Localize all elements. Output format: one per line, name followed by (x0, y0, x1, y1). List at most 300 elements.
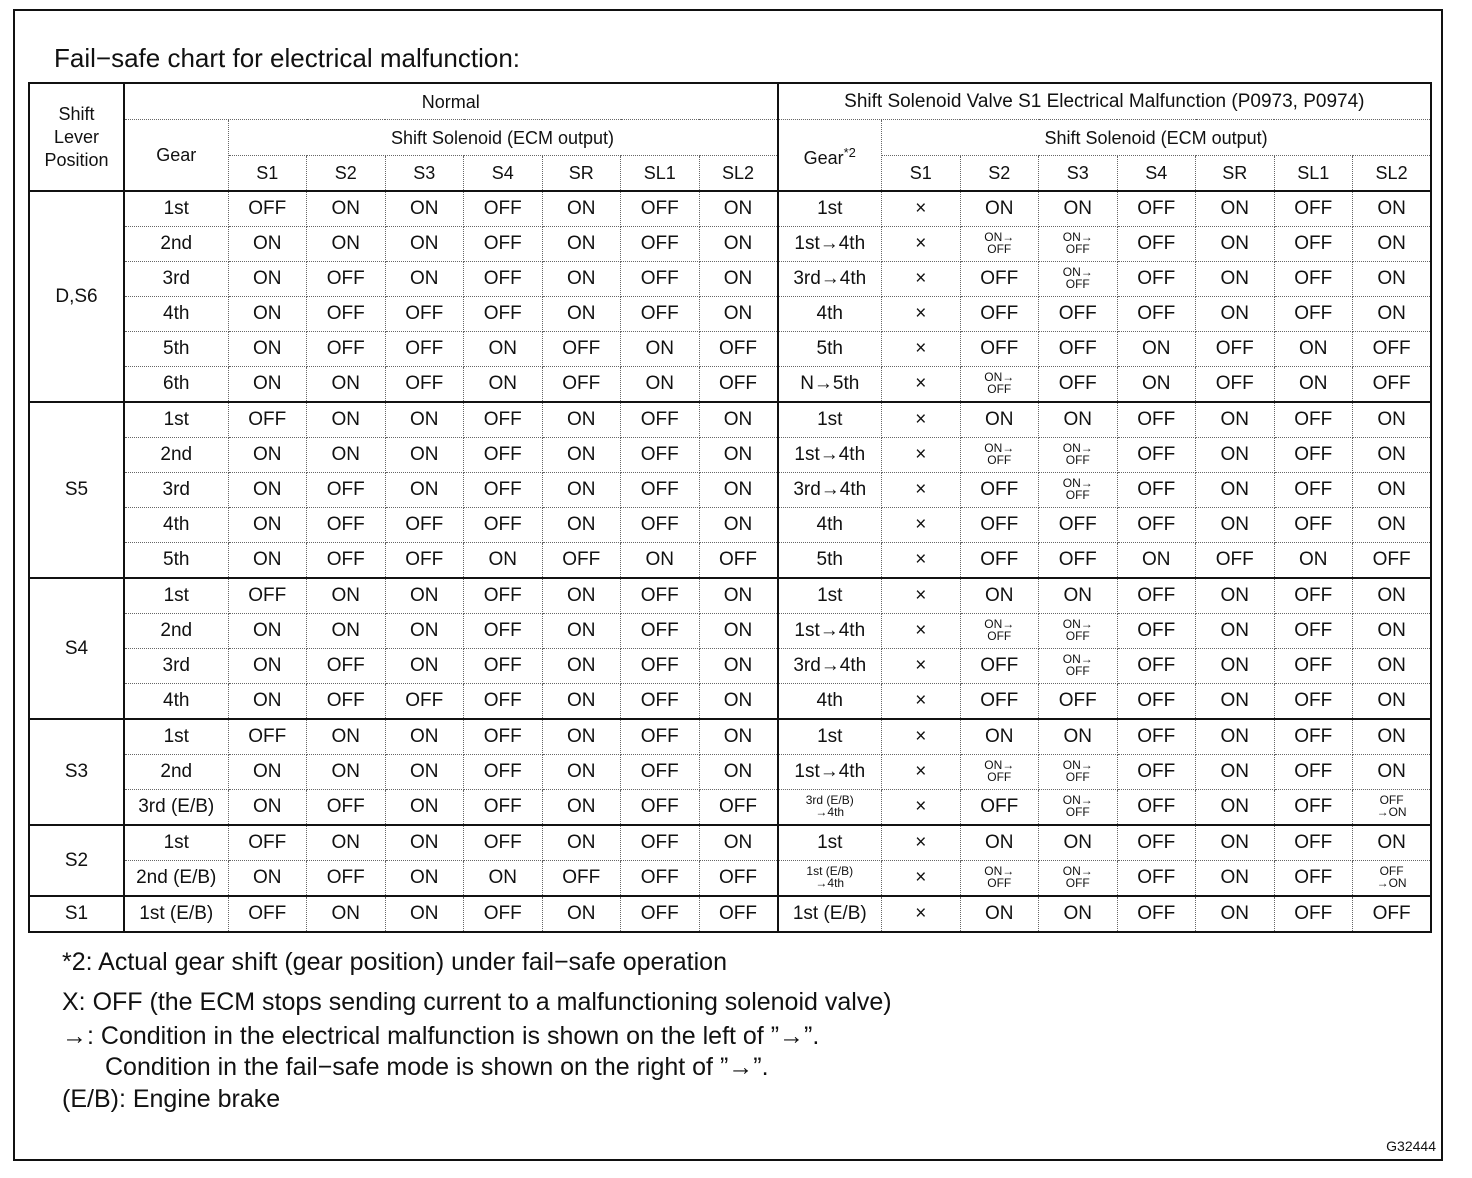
normal-solenoid-cell: ON (542, 825, 621, 861)
normal-solenoid-cell: ON (385, 649, 464, 684)
normal-solenoid-header-s2: S2 (307, 156, 386, 192)
normal-solenoid-cell: ON (385, 755, 464, 790)
shift-position-cell: S2 (29, 825, 124, 896)
fs-solenoid-cell: OFF (1039, 684, 1118, 720)
chart-title: Fail−safe chart for electrical malfunction: (54, 43, 521, 73)
table-row (29, 649, 1431, 684)
table-row (29, 191, 1431, 227)
fs-gear-cell: 3rd (E/B) →4th (778, 790, 882, 826)
fs-solenoid-cell: OFF (1274, 684, 1353, 720)
normal-solenoid-cell: ON (699, 508, 778, 543)
fs-solenoid-cell: ON (1196, 614, 1275, 649)
normal-solenoid-cell: ON (699, 262, 778, 297)
normal-solenoid-cell: OFF (385, 332, 464, 367)
normal-solenoid-cell: ON (542, 684, 621, 720)
fs-off-mark-cell: × (882, 790, 961, 826)
fs-off-mark-cell: × (882, 543, 961, 579)
normal-solenoid-cell: ON (228, 861, 307, 897)
fs-solenoid-cell: OFF (1274, 191, 1353, 227)
normal-solenoid-header-s4: S4 (464, 156, 543, 192)
fs-solenoid-cell: ON→ OFF (1039, 861, 1118, 897)
normal-solenoid-header-s1: S1 (228, 156, 307, 192)
fs-solenoid-cell: OFF (960, 684, 1039, 720)
fs-off-mark-cell: × (882, 578, 961, 614)
gear-cell: 2nd (124, 438, 228, 473)
normal-solenoid-cell: ON (385, 896, 464, 932)
normal-solenoid-cell: OFF (621, 227, 700, 262)
fs-solenoid-cell: OFF (960, 543, 1039, 579)
normal-solenoid-cell: OFF (621, 719, 700, 755)
fs-off-mark-cell: × (882, 861, 961, 897)
table-row (29, 825, 1431, 861)
normal-solenoid-cell: ON (699, 614, 778, 649)
fs-off-mark-cell: × (882, 402, 961, 438)
normal-solenoid-cell: OFF (464, 896, 543, 932)
fs-solenoid-cell: OFF (1274, 297, 1353, 332)
gear-cell: 3rd (124, 649, 228, 684)
gear-cell: 1st (124, 825, 228, 861)
normal-solenoid-cell: ON (228, 508, 307, 543)
table-row (29, 473, 1431, 508)
normal-solenoid-cell: ON (542, 438, 621, 473)
fs-gear-cell: 3rd→4th (778, 649, 882, 684)
fs-gear-cell: 3rd→4th (778, 473, 882, 508)
fs-solenoid-cell: ON→ OFF (1039, 790, 1118, 826)
normal-solenoid-cell: ON (699, 191, 778, 227)
normal-solenoid-cell: OFF (228, 896, 307, 932)
fs-solenoid-cell: OFF (1274, 262, 1353, 297)
fs-solenoid-cell: OFF (1117, 790, 1196, 826)
fs-solenoid-cell: ON (1196, 297, 1275, 332)
fs-solenoid-cell: ON (1039, 719, 1118, 755)
fs-off-mark-cell: × (882, 719, 961, 755)
table-row (29, 402, 1431, 438)
normal-solenoid-cell: OFF (621, 825, 700, 861)
fs-solenoid-cell: ON (960, 191, 1039, 227)
fs-off-mark-cell: × (882, 614, 961, 649)
fs-solenoid-cell: ON (960, 578, 1039, 614)
normal-solenoid-cell: OFF (385, 297, 464, 332)
normal-solenoid-cell: ON (228, 790, 307, 826)
fs-gear-cell: 1st (E/B) (778, 896, 882, 932)
fs-solenoid-cell: OFF (1117, 508, 1196, 543)
fs-solenoid-cell: ON (1353, 825, 1432, 861)
gear-cell: 5th (124, 332, 228, 367)
fs-solenoid-cell: OFF (1039, 297, 1118, 332)
fs-solenoid-cell: OFF (960, 508, 1039, 543)
normal-solenoid-cell: ON (307, 438, 386, 473)
fail-safe-table (28, 82, 1432, 933)
normal-solenoid-cell: ON (699, 297, 778, 332)
fs-solenoid-cell: ON (960, 719, 1039, 755)
note-x-off: X: OFF (the ECM stops sending current to a malfunctioning solenoid valve) (62, 988, 892, 1016)
gear-cell: 6th (124, 367, 228, 403)
normal-solenoid-cell: OFF (307, 262, 386, 297)
normal-solenoid-cell: ON (464, 367, 543, 403)
normal-solenoid-cell: ON (699, 755, 778, 790)
fs-solenoid-cell: ON→ OFF (960, 367, 1039, 403)
gear-cell: 4th (124, 684, 228, 720)
fs-solenoid-cell: ON (1196, 825, 1275, 861)
normal-solenoid-cell: OFF (385, 543, 464, 579)
fs-solenoid-cell: OFF →ON (1353, 861, 1432, 897)
gear-cell: 1st (124, 578, 228, 614)
fs-off-mark-cell: × (882, 191, 961, 227)
shift-solenoid-fs-header: Shift Solenoid (ECM output) (882, 120, 1432, 156)
fs-solenoid-cell: OFF (960, 473, 1039, 508)
fs-solenoid-cell: OFF (1196, 543, 1275, 579)
fs-solenoid-cell: ON (1196, 191, 1275, 227)
fs-off-mark-cell: × (882, 825, 961, 861)
normal-solenoid-cell: ON (542, 191, 621, 227)
fs-solenoid-cell: OFF (1117, 297, 1196, 332)
fs-solenoid-cell: ON (1196, 578, 1275, 614)
fs-solenoid-cell: ON (1353, 262, 1432, 297)
gear-cell: 2nd (E/B) (124, 861, 228, 897)
fs-solenoid-cell: OFF (1117, 191, 1196, 227)
fs-solenoid-cell: OFF (1117, 262, 1196, 297)
fs-solenoid-cell: ON (1353, 402, 1432, 438)
gear-cell: 3rd (124, 473, 228, 508)
figure-code: G32444 (1386, 1138, 1436, 1154)
fs-solenoid-cell: OFF (1353, 332, 1432, 367)
normal-solenoid-cell: OFF (385, 684, 464, 720)
normal-solenoid-header-sl1: SL1 (621, 156, 700, 192)
normal-solenoid-cell: OFF (621, 191, 700, 227)
normal-solenoid-cell: ON (228, 297, 307, 332)
normal-solenoid-cell: OFF (542, 367, 621, 403)
normal-solenoid-cell: OFF (621, 297, 700, 332)
table-row (29, 719, 1431, 755)
normal-solenoid-header-sr: SR (542, 156, 621, 192)
table-row (29, 297, 1431, 332)
normal-solenoid-cell: OFF (228, 191, 307, 227)
fs-solenoid-cell: OFF (1117, 825, 1196, 861)
fs-off-mark-cell: × (882, 297, 961, 332)
fs-gear-cell: 1st→4th (778, 614, 882, 649)
fs-off-mark-cell: × (882, 262, 961, 297)
normal-solenoid-cell: OFF (307, 508, 386, 543)
fs-solenoid-cell: OFF (1274, 861, 1353, 897)
normal-solenoid-cell: ON (307, 578, 386, 614)
fs-solenoid-cell: ON (1196, 227, 1275, 262)
normal-solenoid-cell: ON (621, 543, 700, 579)
normal-solenoid-cell: OFF (228, 402, 307, 438)
fs-solenoid-cell: ON→ OFF (960, 438, 1039, 473)
fs-solenoid-cell: ON (1196, 508, 1275, 543)
normal-solenoid-cell: OFF (699, 543, 778, 579)
normal-solenoid-cell: OFF (464, 438, 543, 473)
normal-solenoid-cell: ON (228, 473, 307, 508)
fs-off-mark-cell: × (882, 438, 961, 473)
fs-solenoid-cell: OFF (1117, 402, 1196, 438)
normal-solenoid-cell: ON (228, 755, 307, 790)
normal-solenoid-cell: ON (307, 402, 386, 438)
normal-solenoid-cell: ON (385, 227, 464, 262)
normal-solenoid-cell: OFF (621, 614, 700, 649)
fs-off-mark-cell: × (882, 684, 961, 720)
normal-solenoid-cell: ON (542, 649, 621, 684)
fs-gear-cell: N→5th (778, 367, 882, 403)
normal-solenoid-cell: ON (542, 896, 621, 932)
fs-solenoid-cell: ON (1353, 227, 1432, 262)
fs-gear-cell: 1st (778, 578, 882, 614)
fs-solenoid-cell: ON (960, 402, 1039, 438)
normal-solenoid-cell: ON (621, 367, 700, 403)
fs-solenoid-cell: ON→ OFF (960, 861, 1039, 897)
normal-solenoid-cell: OFF (307, 473, 386, 508)
gear-cell: 2nd (124, 227, 228, 262)
fs-solenoid-cell: OFF (1274, 896, 1353, 932)
malfunction-header: Shift Solenoid Valve S1 Electrical Malfunction (P0973, P0974) (778, 83, 1432, 120)
normal-solenoid-cell: OFF (464, 227, 543, 262)
fs-solenoid-cell: OFF (1117, 473, 1196, 508)
fs-gear-cell: 1st→4th (778, 438, 882, 473)
normal-solenoid-cell: ON (307, 367, 386, 403)
fs-solenoid-cell: ON (1353, 719, 1432, 755)
fs-off-mark-cell: × (882, 332, 961, 367)
fs-gear-cell: 1st→4th (778, 755, 882, 790)
fs-solenoid-cell: OFF (1117, 719, 1196, 755)
normal-solenoid-cell: ON (464, 861, 543, 897)
fs-solenoid-cell: ON (1196, 649, 1275, 684)
fs-solenoid-cell: OFF (1274, 825, 1353, 861)
note-gear-shift: *2: Actual gear shift (gear position) under fail−safe operation (62, 948, 727, 976)
fs-gear-cell: 1st→4th (778, 227, 882, 262)
fs-solenoid-cell: ON→ OFF (960, 227, 1039, 262)
normal-solenoid-cell: ON (307, 825, 386, 861)
normal-solenoid-cell: ON (228, 684, 307, 720)
fs-solenoid-cell: ON (1274, 332, 1353, 367)
fs-solenoid-cell: ON (1353, 297, 1432, 332)
fs-solenoid-cell: ON (1196, 438, 1275, 473)
normal-solenoid-cell: OFF (621, 684, 700, 720)
normal-solenoid-cell: OFF (464, 684, 543, 720)
fs-solenoid-cell: OFF (1039, 543, 1118, 579)
normal-solenoid-cell: OFF (464, 790, 543, 826)
shift-position-cell: D,S6 (29, 191, 124, 402)
fs-gear-cell: 1st (778, 825, 882, 861)
normal-solenoid-cell: OFF (621, 861, 700, 897)
fs-solenoid-cell: ON (960, 825, 1039, 861)
fs-solenoid-cell: ON (1353, 473, 1432, 508)
normal-solenoid-cell: OFF (307, 861, 386, 897)
fs-solenoid-header-s4: S4 (1117, 156, 1196, 192)
fs-solenoid-cell: OFF (1274, 473, 1353, 508)
fs-solenoid-cell: ON (1196, 684, 1275, 720)
normal-solenoid-cell: OFF (621, 790, 700, 826)
normal-solenoid-cell: OFF (464, 191, 543, 227)
table-row (29, 614, 1431, 649)
normal-solenoid-cell: ON (699, 719, 778, 755)
table-row (29, 896, 1431, 932)
fs-solenoid-cell: ON (1196, 861, 1275, 897)
fs-solenoid-cell: OFF (960, 790, 1039, 826)
fs-solenoid-cell: OFF (1196, 332, 1275, 367)
fs-solenoid-cell: OFF →ON (1353, 790, 1432, 826)
fs-solenoid-cell: ON→ OFF (960, 614, 1039, 649)
normal-solenoid-cell: OFF (542, 861, 621, 897)
fs-solenoid-cell: OFF (1353, 896, 1432, 932)
table-row (29, 543, 1431, 579)
fs-solenoid-cell: OFF (1117, 861, 1196, 897)
fs-solenoid-cell: OFF (1274, 649, 1353, 684)
normal-solenoid-cell: ON (542, 614, 621, 649)
normal-solenoid-cell: OFF (307, 684, 386, 720)
normal-solenoid-cell: ON (699, 227, 778, 262)
fs-solenoid-header-s1: S1 (882, 156, 961, 192)
normal-solenoid-cell: ON (307, 755, 386, 790)
fs-gear-cell: 1st (778, 719, 882, 755)
normal-solenoid-cell: ON (385, 438, 464, 473)
normal-solenoid-cell: ON (464, 543, 543, 579)
fs-solenoid-cell: ON→ OFF (1039, 262, 1118, 297)
gear-cell: 2nd (124, 614, 228, 649)
fs-solenoid-cell: OFF (1117, 614, 1196, 649)
fs-gear-cell: 4th (778, 297, 882, 332)
fs-solenoid-cell: OFF (960, 649, 1039, 684)
fs-solenoid-cell: ON→ OFF (1039, 614, 1118, 649)
table-row (29, 755, 1431, 790)
normal-solenoid-cell: ON (385, 578, 464, 614)
normal-solenoid-cell: ON (699, 402, 778, 438)
normal-solenoid-cell: OFF (464, 297, 543, 332)
fs-off-mark-cell: × (882, 227, 961, 262)
normal-solenoid-cell: ON (699, 825, 778, 861)
fs-gear-cell: 4th (778, 684, 882, 720)
normal-solenoid-cell: OFF (699, 790, 778, 826)
fs-solenoid-cell: ON→ OFF (1039, 755, 1118, 790)
table-row (29, 508, 1431, 543)
normal-solenoid-cell: ON (699, 473, 778, 508)
normal-solenoid-cell: ON (385, 614, 464, 649)
fs-solenoid-cell: OFF (1117, 649, 1196, 684)
fs-off-mark-cell: × (882, 755, 961, 790)
fs-solenoid-cell: ON→ OFF (1039, 438, 1118, 473)
normal-solenoid-cell: OFF (621, 649, 700, 684)
fs-solenoid-cell: ON (1196, 790, 1275, 826)
fs-solenoid-cell: OFF (1274, 578, 1353, 614)
normal-solenoid-cell: OFF (542, 543, 621, 579)
normal-solenoid-cell: ON (228, 262, 307, 297)
table-row (29, 684, 1431, 720)
normal-solenoid-cell: OFF (464, 473, 543, 508)
normal-solenoid-cell: ON (385, 790, 464, 826)
fs-solenoid-cell: ON (1274, 543, 1353, 579)
normal-solenoid-cell: ON (699, 578, 778, 614)
fs-solenoid-cell: ON→ OFF (1039, 649, 1118, 684)
normal-solenoid-cell: OFF (621, 508, 700, 543)
fs-solenoid-cell: ON (1353, 755, 1432, 790)
fs-solenoid-cell: ON (1039, 825, 1118, 861)
fs-solenoid-cell: OFF (1117, 227, 1196, 262)
normal-solenoid-cell: ON (385, 861, 464, 897)
shift-solenoid-header: Shift Solenoid (ECM output) (228, 120, 778, 156)
fs-solenoid-cell: ON (960, 896, 1039, 932)
fs-solenoid-header-s3: S3 (1039, 156, 1118, 192)
normal-solenoid-cell: OFF (621, 262, 700, 297)
shift-position-cell: S4 (29, 578, 124, 719)
fs-solenoid-header-sl1: SL1 (1274, 156, 1353, 192)
normal-solenoid-cell: ON (542, 402, 621, 438)
normal-solenoid-cell: ON (385, 191, 464, 227)
fs-solenoid-cell: OFF (1274, 719, 1353, 755)
fs-solenoid-cell: ON (1353, 438, 1432, 473)
normal-solenoid-header-sl2: SL2 (699, 156, 778, 192)
normal-solenoid-cell: ON (542, 578, 621, 614)
fs-solenoid-cell: ON (1353, 649, 1432, 684)
fs-solenoid-cell: ON (1353, 191, 1432, 227)
table-row (29, 861, 1431, 897)
fs-solenoid-cell: OFF (1196, 367, 1275, 403)
normal-solenoid-cell: ON (228, 438, 307, 473)
normal-solenoid-cell: OFF (228, 825, 307, 861)
gear-cell: 2nd (124, 755, 228, 790)
normal-solenoid-cell: ON (699, 649, 778, 684)
shift-position-cell: S1 (29, 896, 124, 932)
fs-solenoid-cell: ON (1117, 367, 1196, 403)
normal-solenoid-cell: OFF (621, 402, 700, 438)
fs-solenoid-cell: OFF (1117, 755, 1196, 790)
fs-solenoid-cell: OFF (1117, 896, 1196, 932)
fs-solenoid-cell: ON (1196, 719, 1275, 755)
fs-solenoid-cell: OFF (1039, 332, 1118, 367)
fs-solenoid-cell: OFF (1039, 508, 1118, 543)
fs-gear-cell: 5th (778, 332, 882, 367)
normal-solenoid-cell: OFF (699, 896, 778, 932)
normal-solenoid-cell: OFF (228, 719, 307, 755)
gear-cell: 4th (124, 297, 228, 332)
fs-solenoid-cell: OFF (1274, 402, 1353, 438)
gear-cell: 1st (E/B) (124, 896, 228, 932)
fs-gear-cell: 4th (778, 508, 882, 543)
normal-solenoid-cell: OFF (621, 755, 700, 790)
fs-solenoid-cell: ON (1117, 543, 1196, 579)
normal-solenoid-cell: ON (542, 227, 621, 262)
note-arrow-right: Condition in the fail−safe mode is shown on the right of ”→”. (105, 1053, 769, 1081)
normal-solenoid-cell: ON (385, 262, 464, 297)
normal-solenoid-cell: OFF (464, 508, 543, 543)
fs-solenoid-cell: OFF (1353, 367, 1432, 403)
fs-solenoid-cell: ON (1039, 896, 1118, 932)
normal-solenoid-cell: OFF (621, 896, 700, 932)
fs-off-mark-cell: × (882, 473, 961, 508)
fs-off-mark-cell: × (882, 896, 961, 932)
note-engine-brake: (E/B): Engine brake (62, 1085, 281, 1113)
table-row (29, 227, 1431, 262)
normal-solenoid-cell: ON (542, 719, 621, 755)
fs-solenoid-header-sr: SR (1196, 156, 1275, 192)
fs-solenoid-cell: OFF (1117, 438, 1196, 473)
fs-solenoid-cell: OFF (1274, 438, 1353, 473)
normal-solenoid-cell: OFF (307, 543, 386, 579)
normal-solenoid-cell: OFF (699, 332, 778, 367)
table-row (29, 332, 1431, 367)
fs-solenoid-cell: ON (1196, 473, 1275, 508)
gear-cell: 3rd (124, 262, 228, 297)
fs-solenoid-cell: ON→ OFF (960, 755, 1039, 790)
fs-solenoid-cell: OFF (1117, 684, 1196, 720)
normal-solenoid-cell: OFF (307, 297, 386, 332)
normal-solenoid-cell: OFF (385, 367, 464, 403)
gear-header: Gear (124, 120, 228, 192)
gear-cell: 3rd (E/B) (124, 790, 228, 826)
normal-solenoid-cell: ON (542, 508, 621, 543)
normal-solenoid-cell: ON (228, 649, 307, 684)
fs-solenoid-cell: ON (1039, 191, 1118, 227)
fs-solenoid-cell: OFF (1274, 790, 1353, 826)
fs-solenoid-cell: OFF (1117, 578, 1196, 614)
